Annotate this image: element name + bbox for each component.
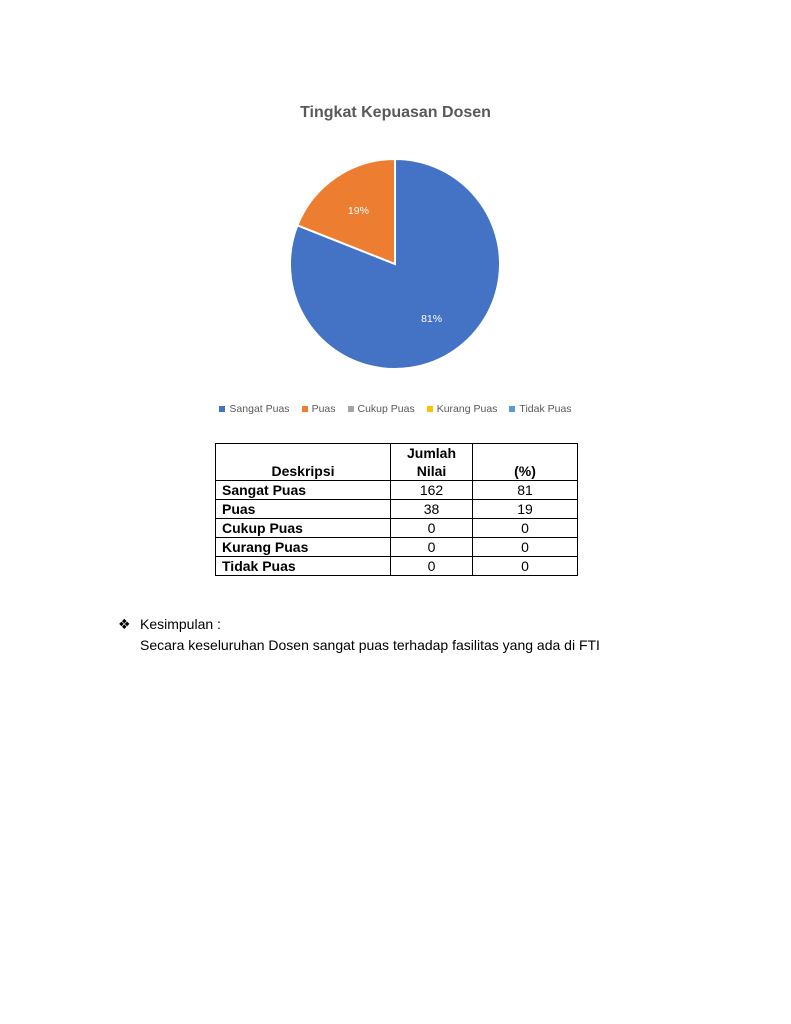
pie-chart (0, 0, 791, 400)
header-jumlah-line2: Nilai (416, 463, 447, 479)
row-pct: 0 (473, 557, 578, 576)
legend-item-cukup-puas (348, 403, 415, 415)
legend-label: Kurang Puas (436, 403, 498, 415)
row-count: 0 (391, 538, 473, 557)
conclusion-heading-line (118, 614, 600, 635)
chart-legend (0, 403, 791, 415)
table-row (216, 519, 578, 538)
row-count: 162 (391, 481, 473, 500)
legend-item-tidak-puas (509, 403, 571, 415)
row-count: 0 (391, 519, 473, 538)
legend-label: Cukup Puas (357, 403, 415, 415)
pie-data-label: 81% (421, 312, 443, 325)
conclusion-heading: Kesimpulan : (140, 616, 221, 632)
table-row (216, 481, 578, 500)
header-deskripsi: Deskripsi (216, 444, 391, 481)
row-desc: Cukup Puas (216, 519, 391, 538)
row-desc: Puas (216, 500, 391, 519)
legend-swatch (509, 406, 515, 412)
header-jumlah-line1: Jumlah (406, 445, 456, 461)
row-pct: 0 (473, 519, 578, 538)
row-pct: 19 (473, 500, 578, 519)
legend-item-kurang-puas (427, 403, 498, 415)
row-pct: 0 (473, 538, 578, 557)
conclusion-section (118, 614, 600, 656)
row-desc: Tidak Puas (216, 557, 391, 576)
legend-swatch (348, 406, 354, 412)
table-row (216, 538, 578, 557)
legend-item-puas (302, 403, 336, 415)
table-row (216, 557, 578, 576)
row-count: 0 (391, 557, 473, 576)
row-desc: Kurang Puas (216, 538, 391, 557)
row-pct: 81 (473, 481, 578, 500)
legend-label: Puas (311, 403, 336, 415)
chart-title: Tingkat Kepuasan Dosen (300, 104, 491, 121)
row-desc: Sangat Puas (216, 481, 391, 500)
satisfaction-table (215, 443, 578, 576)
legend-item-sangat-puas (219, 403, 289, 415)
legend-swatch (427, 406, 433, 412)
diamond-bullet-icon: ❖ (118, 616, 131, 632)
header-percent: (%) (473, 444, 578, 481)
legend-swatch (219, 406, 225, 412)
legend-swatch (302, 406, 308, 412)
header-jumlah-nilai (391, 444, 473, 481)
legend-label: Sangat Puas (229, 403, 290, 415)
row-count: 38 (391, 500, 473, 519)
pie-data-label: 19% (347, 205, 369, 218)
table-row (216, 500, 578, 519)
conclusion-text: Secara keseluruhan Dosen sangat puas terhadap fasilitas yang ada di FTI (140, 637, 600, 653)
table-header-row (216, 444, 578, 481)
legend-label: Tidak Puas (519, 403, 572, 415)
